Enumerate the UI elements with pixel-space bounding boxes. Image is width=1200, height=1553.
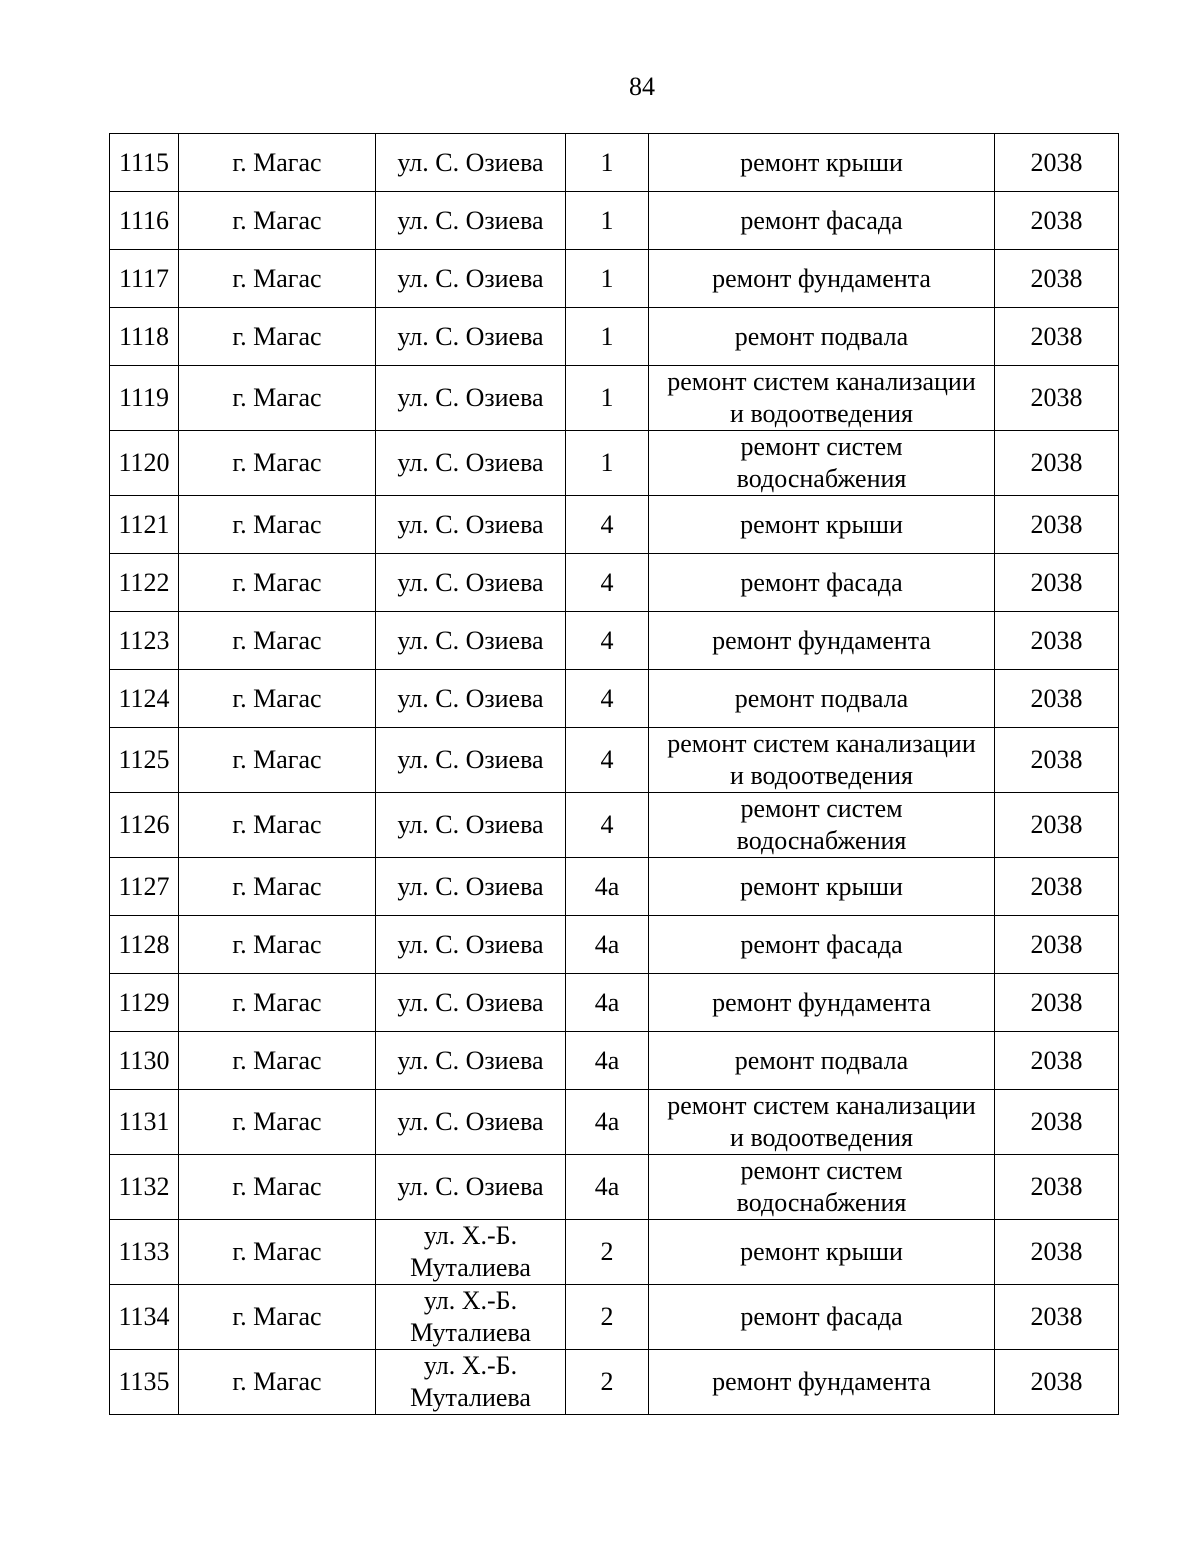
row-number: 1116: [110, 192, 179, 250]
house-number-cell: 4а: [566, 916, 649, 974]
table-row: [110, 1285, 1119, 1350]
repair-type-cell: ремонт систем канализации и водоотведения: [649, 1090, 995, 1155]
row-number: 1133: [110, 1220, 179, 1285]
street-cell: ул. С. Озиева: [376, 728, 566, 793]
repair-type-cell: ремонт фундамента: [649, 250, 995, 308]
city-cell: г. Магас: [179, 366, 376, 431]
repair-type-cell: ремонт систем водоснабжения: [649, 793, 995, 858]
row-number: 1135: [110, 1350, 179, 1415]
street-cell: ул. С. Озиева: [376, 670, 566, 728]
street-cell: ул. С. Озиева: [376, 431, 566, 496]
table-row: [110, 1220, 1119, 1285]
table-row: [110, 728, 1119, 793]
city-cell: г. Магас: [179, 431, 376, 496]
table-row: [110, 431, 1119, 496]
year-cell: 2038: [995, 1090, 1119, 1155]
house-number-cell: 1: [566, 366, 649, 431]
city-cell: г. Магас: [179, 916, 376, 974]
page-number: 84: [629, 72, 655, 101]
row-number: 1118: [110, 308, 179, 366]
house-number-cell: 4: [566, 728, 649, 793]
city-cell: г. Магас: [179, 308, 376, 366]
house-number-cell: 1: [566, 250, 649, 308]
repair-type-cell: ремонт крыши: [649, 496, 995, 554]
row-number: 1115: [110, 134, 179, 192]
city-cell: г. Магас: [179, 496, 376, 554]
street-cell: ул. С. Озиева: [376, 134, 566, 192]
row-number: 1134: [110, 1285, 179, 1350]
city-cell: г. Магас: [179, 1032, 376, 1090]
row-number: 1121: [110, 496, 179, 554]
year-cell: 2038: [995, 916, 1119, 974]
street-cell: ул. Х.-Б. Муталиева: [376, 1220, 566, 1285]
year-cell: 2038: [995, 496, 1119, 554]
table-row: [110, 1350, 1119, 1415]
city-cell: г. Магас: [179, 728, 376, 793]
house-number-cell: 4: [566, 554, 649, 612]
table-row: [110, 612, 1119, 670]
year-cell: 2038: [995, 250, 1119, 308]
street-cell: ул. С. Озиева: [376, 308, 566, 366]
street-cell: ул. С. Озиева: [376, 793, 566, 858]
row-number: 1122: [110, 554, 179, 612]
house-number-cell: 4: [566, 670, 649, 728]
table-row: [110, 366, 1119, 431]
house-number-cell: 4: [566, 793, 649, 858]
house-number-cell: 4а: [566, 1155, 649, 1220]
house-number-cell: 2: [566, 1220, 649, 1285]
house-number-cell: 4а: [566, 858, 649, 916]
city-cell: г. Магас: [179, 1285, 376, 1350]
house-number-cell: 4а: [566, 974, 649, 1032]
street-cell: ул. С. Озиева: [376, 858, 566, 916]
city-cell: г. Магас: [179, 858, 376, 916]
house-number-cell: 4а: [566, 1090, 649, 1155]
repair-type-cell: ремонт систем канализации и водоотведения: [649, 366, 995, 431]
repair-type-cell: ремонт систем канализации и водоотведения: [649, 728, 995, 793]
street-cell: ул. С. Озиева: [376, 496, 566, 554]
repair-type-cell: ремонт подвала: [649, 670, 995, 728]
row-number: 1119: [110, 366, 179, 431]
year-cell: 2038: [995, 1220, 1119, 1285]
house-number-cell: 4: [566, 612, 649, 670]
repair-type-cell: ремонт крыши: [649, 858, 995, 916]
city-cell: г. Магас: [179, 974, 376, 1032]
repair-type-cell: ремонт фасада: [649, 192, 995, 250]
year-cell: 2038: [995, 554, 1119, 612]
street-cell: ул. С. Озиева: [376, 192, 566, 250]
house-number-cell: 1: [566, 431, 649, 496]
house-number-cell: 1: [566, 308, 649, 366]
table-row: [110, 134, 1119, 192]
city-cell: г. Магас: [179, 670, 376, 728]
city-cell: г. Магас: [179, 1220, 376, 1285]
row-number: 1126: [110, 793, 179, 858]
year-cell: 2038: [995, 793, 1119, 858]
table-row: [110, 793, 1119, 858]
street-cell: ул. Х.-Б. Муталиева: [376, 1350, 566, 1415]
row-number: 1120: [110, 431, 179, 496]
row-number: 1128: [110, 916, 179, 974]
row-number: 1124: [110, 670, 179, 728]
repair-type-cell: ремонт фасада: [649, 554, 995, 612]
year-cell: 2038: [995, 612, 1119, 670]
city-cell: г. Магас: [179, 250, 376, 308]
year-cell: 2038: [995, 728, 1119, 793]
year-cell: 2038: [995, 308, 1119, 366]
street-cell: ул. С. Озиева: [376, 1090, 566, 1155]
row-number: 1117: [110, 250, 179, 308]
table-row: [110, 192, 1119, 250]
street-cell: ул. С. Озиева: [376, 916, 566, 974]
table-row: [110, 1090, 1119, 1155]
house-number-cell: 4: [566, 496, 649, 554]
year-cell: 2038: [995, 366, 1119, 431]
year-cell: 2038: [995, 670, 1119, 728]
house-number-cell: 2: [566, 1350, 649, 1415]
street-cell: ул. С. Озиева: [376, 612, 566, 670]
city-cell: г. Магас: [179, 1090, 376, 1155]
table-row: [110, 554, 1119, 612]
row-number: 1123: [110, 612, 179, 670]
city-cell: г. Магас: [179, 612, 376, 670]
house-number-cell: 4а: [566, 1032, 649, 1090]
table-row: [110, 1155, 1119, 1220]
street-cell: ул. С. Озиева: [376, 366, 566, 431]
table-row: [110, 670, 1119, 728]
repair-schedule-table: [109, 133, 1119, 1415]
city-cell: г. Магас: [179, 134, 376, 192]
row-number: 1127: [110, 858, 179, 916]
street-cell: ул. С. Озиева: [376, 250, 566, 308]
city-cell: г. Магас: [179, 554, 376, 612]
street-cell: ул. С. Озиева: [376, 974, 566, 1032]
repair-type-cell: ремонт систем водоснабжения: [649, 431, 995, 496]
table-row: [110, 974, 1119, 1032]
house-number-cell: 1: [566, 134, 649, 192]
year-cell: 2038: [995, 974, 1119, 1032]
repair-type-cell: ремонт фундамента: [649, 612, 995, 670]
year-cell: 2038: [995, 431, 1119, 496]
street-cell: ул. С. Озиева: [376, 1155, 566, 1220]
repair-type-cell: ремонт фасада: [649, 1285, 995, 1350]
repair-type-cell: ремонт систем водоснабжения: [649, 1155, 995, 1220]
city-cell: г. Магас: [179, 1350, 376, 1415]
repair-type-cell: ремонт фасада: [649, 916, 995, 974]
repair-type-cell: ремонт крыши: [649, 1220, 995, 1285]
year-cell: 2038: [995, 1155, 1119, 1220]
table-row: [110, 496, 1119, 554]
year-cell: 2038: [995, 192, 1119, 250]
table-row: [110, 308, 1119, 366]
row-number: 1132: [110, 1155, 179, 1220]
year-cell: 2038: [995, 134, 1119, 192]
table-row: [110, 1032, 1119, 1090]
year-cell: 2038: [995, 858, 1119, 916]
table-row: [110, 858, 1119, 916]
row-number: 1129: [110, 974, 179, 1032]
repair-type-cell: ремонт фундамента: [649, 1350, 995, 1415]
year-cell: 2038: [995, 1032, 1119, 1090]
row-number: 1125: [110, 728, 179, 793]
year-cell: 2038: [995, 1350, 1119, 1415]
repair-type-cell: ремонт подвала: [649, 1032, 995, 1090]
row-number: 1131: [110, 1090, 179, 1155]
city-cell: г. Магас: [179, 793, 376, 858]
house-number-cell: 1: [566, 192, 649, 250]
table-row: [110, 916, 1119, 974]
year-cell: 2038: [995, 1285, 1119, 1350]
row-number: 1130: [110, 1032, 179, 1090]
street-cell: ул. С. Озиева: [376, 1032, 566, 1090]
repair-type-cell: ремонт подвала: [649, 308, 995, 366]
street-cell: ул. С. Озиева: [376, 554, 566, 612]
city-cell: г. Магас: [179, 1155, 376, 1220]
repair-type-cell: ремонт фундамента: [649, 974, 995, 1032]
table-row: [110, 250, 1119, 308]
city-cell: г. Магас: [179, 192, 376, 250]
house-number-cell: 2: [566, 1285, 649, 1350]
repair-type-cell: ремонт крыши: [649, 134, 995, 192]
street-cell: ул. Х.-Б. Муталиева: [376, 1285, 566, 1350]
